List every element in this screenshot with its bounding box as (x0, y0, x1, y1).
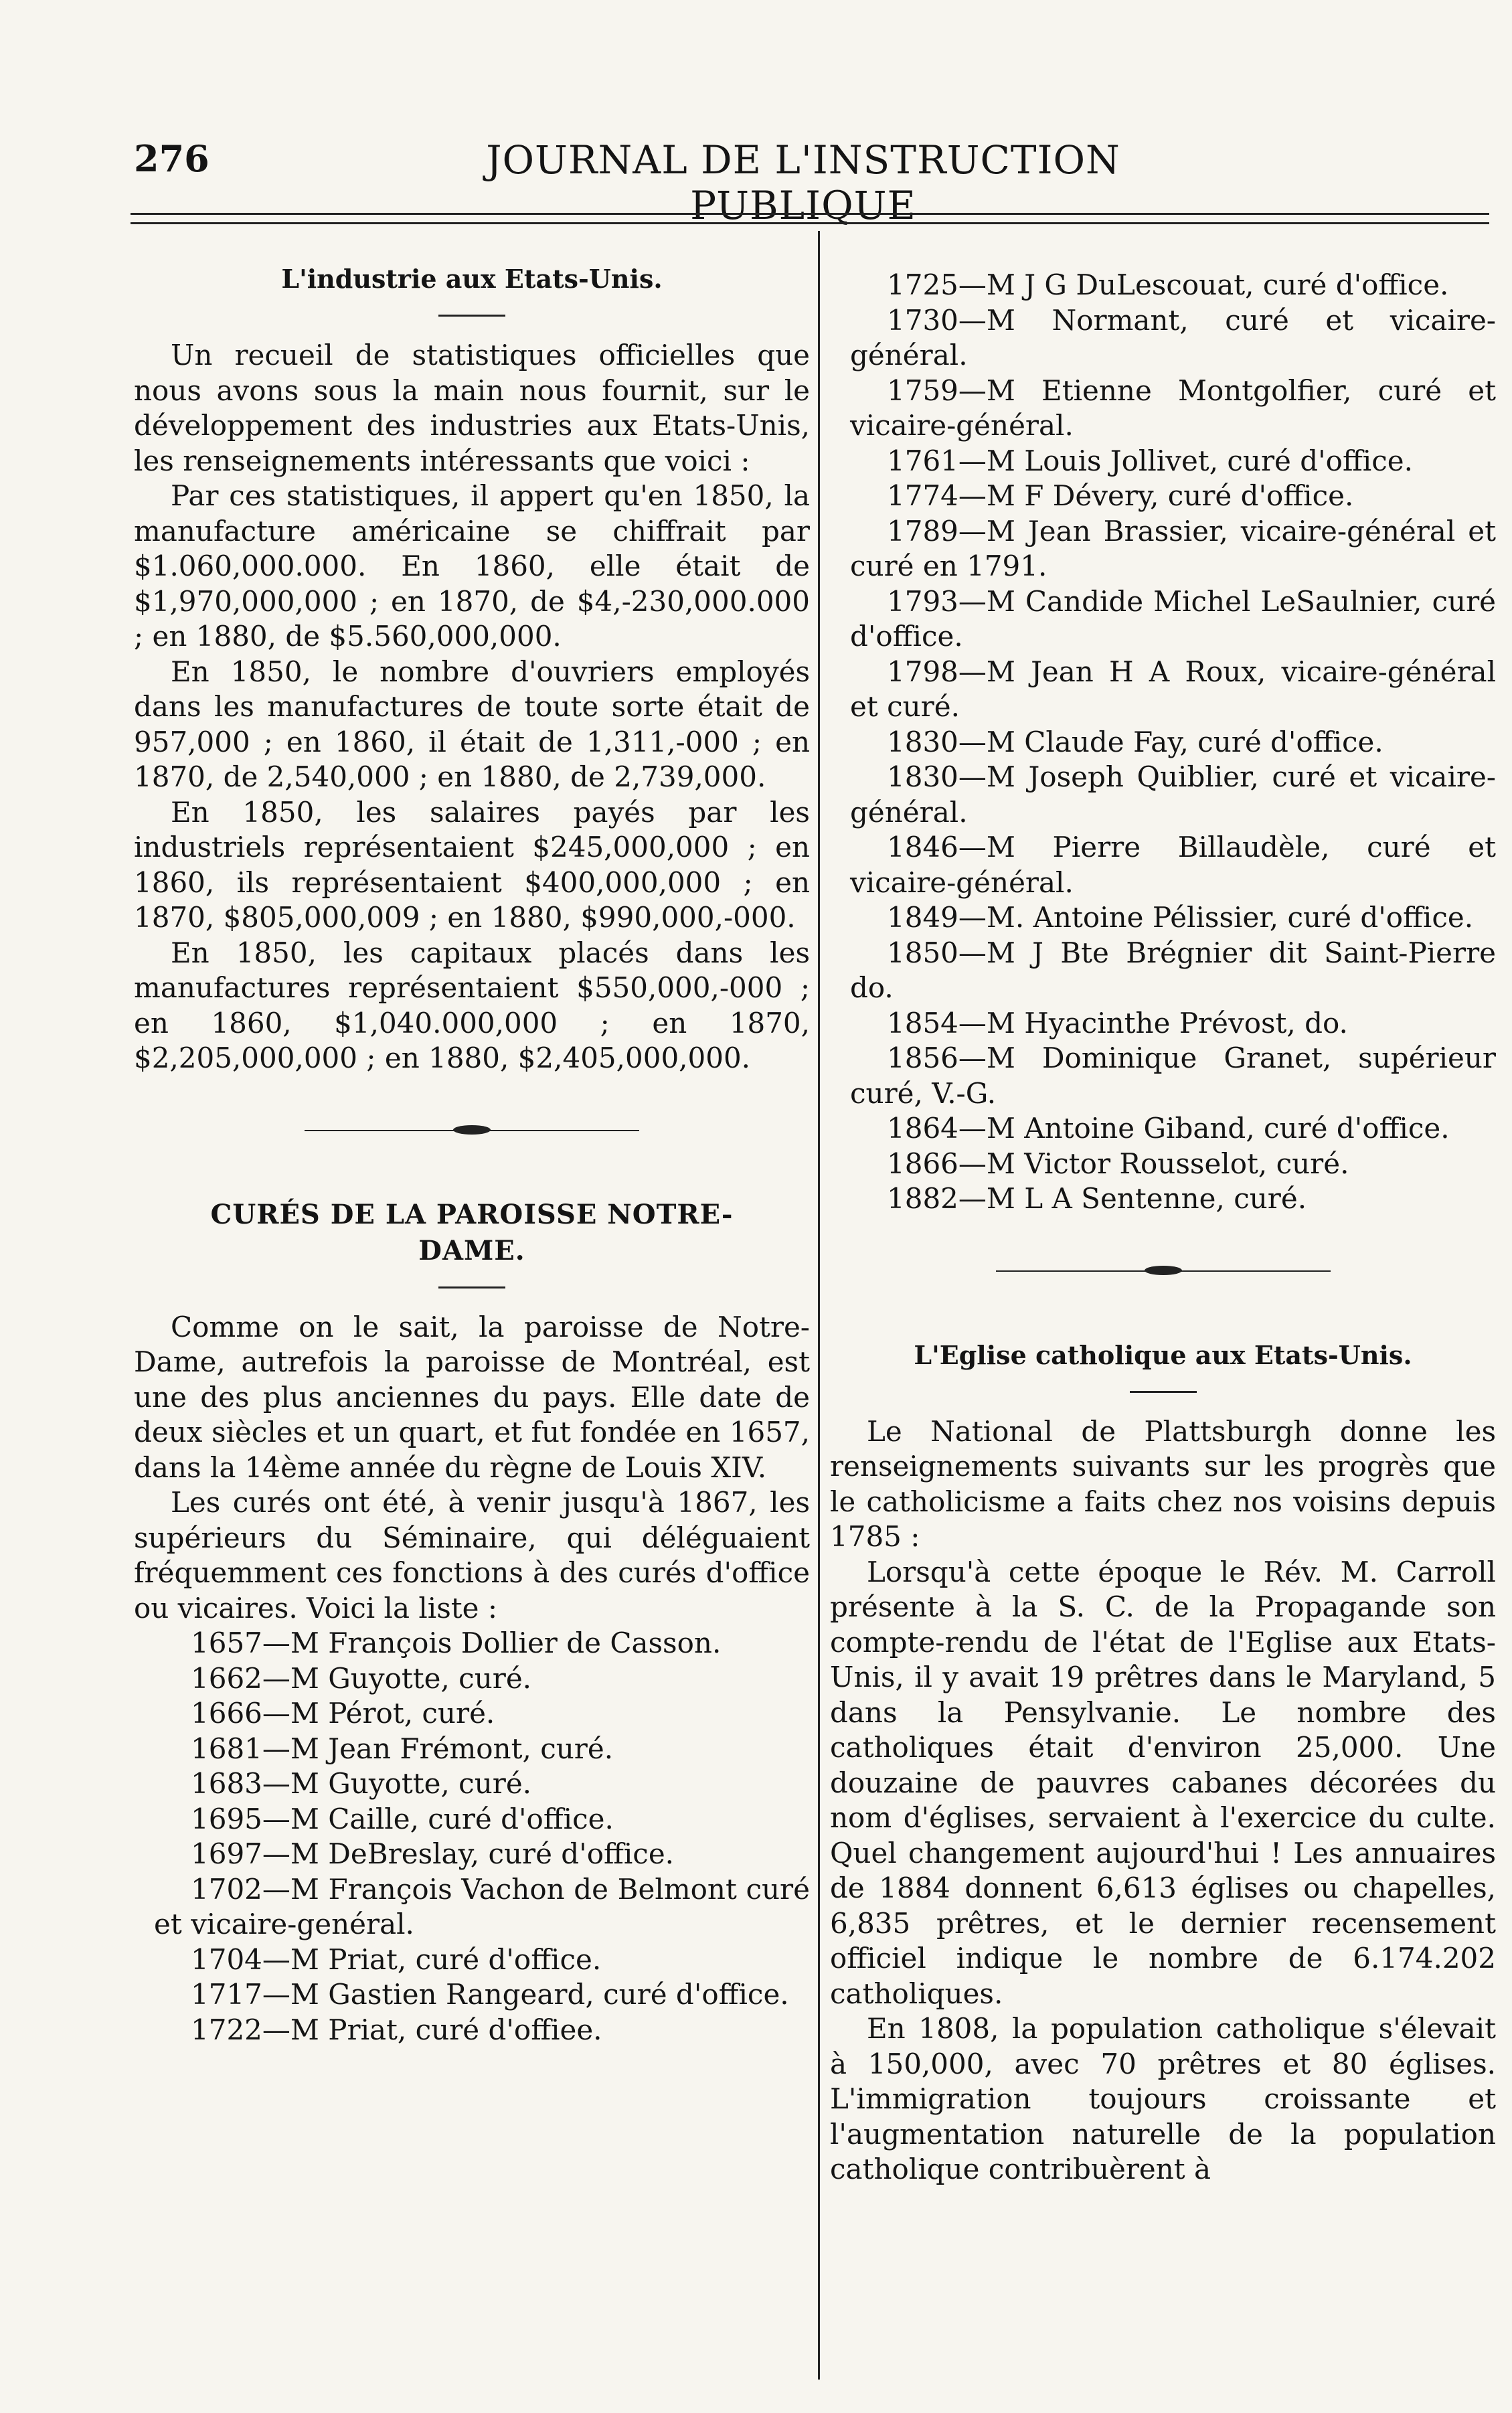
list-item: 1704—M Priat, curé d'office. (191, 1942, 602, 1976)
article-title-line: DAME. (418, 1234, 525, 1266)
list-item: 1864—M Antoine Giband, curé d'office. (887, 1112, 1450, 1145)
paragraph: En 1808, la population catholique s'élevait à 150,000, avec 70 prêtres et 80 églises. L'immigration toujours croissante et l'augmentation naturelle de la population catholique contribuèrent à (830, 2012, 1496, 2185)
paragraph: Comme on le sait, la paroisse de Notre-Dame, autrefois la paroisse de Montréal, est une des plus anciennes du pays. Elle date de deux siècles et un quart, et fut fondée en 1657, dans la 14ème année du règne de Louis XIV. (134, 1310, 810, 1484)
title-rule (438, 1286, 505, 1288)
list-item: 1798—M Jean H A Roux, vicaire-général et curé. (850, 655, 1496, 723)
list-item: 1695—M Caille, curé d'office. (191, 1802, 614, 1835)
cure-list (134, 1626, 810, 2048)
paragraph: Par ces statistiques, il appert qu'en 1850, la manufacture américaine se chiffrait par $1.060,000.000. En 1860, elle était de $1,970,000,000 ; en 1870, de $4,-230,000.000 ; en 1880, de $5.560,000,000. (134, 479, 810, 653)
paragraph: Le National de Plattsburgh donne les renseignements suivants sur les progrès que le catholicisme a faits chez nos voisins depuis 1785 : (830, 1414, 1496, 1553)
list-item: 1882—M L A Sentenne, curé. (887, 1182, 1307, 1215)
list-item: 1830—M Claude Fay, curé d'office. (887, 725, 1383, 758)
list-item: 1793—M Candide Michel LeSaulnier, curé d'office. (850, 584, 1496, 653)
page-number: 276 (134, 137, 209, 180)
list-item: 1854—M Hyacinthe Prévost, do. (887, 1006, 1348, 1039)
section-ornament (134, 1116, 810, 1143)
title-rule (438, 315, 505, 317)
list-item: 1761—M Louis Jollivet, curé d'office. (887, 444, 1413, 477)
list-item: 1717—M Gastien Rangeard, curé d'office. (191, 1978, 789, 2011)
list-item: 1662—M Guyotte, curé. (191, 1661, 532, 1695)
column-divider (818, 231, 820, 2380)
list-item: 1681—M Jean Frémont, curé. (191, 1732, 614, 1765)
paragraph: Un recueil de statistiques officielles que nous avons sous la main nous fournit, sur le développement des industries aux Etats-Unis, les renseignements intéressants que voici : (134, 339, 810, 477)
list-item: 1725—M J G DuLescouat, curé d'office. (887, 268, 1449, 301)
list-item: 1849—M. Antoine Pélissier, curé d'office. (887, 901, 1474, 934)
list-item: 1850—M J Bte Brégnier dit Saint-Pierre do. (850, 936, 1496, 1004)
page-header (134, 137, 1486, 228)
left-column (134, 241, 810, 2383)
list-item: 1774—M F Dévery, curé d'office. (887, 479, 1354, 512)
paragraph: Lorsqu'à cette époque le Rév. M. Carroll présente à la S. C. de la Propagande son compte-rendu de l'état de l'Eglise aux Etats-Unis, il y avait 19 prêtres dans le Maryland, 5 dans la Pensylvanie. Le nombre des catholiques était d'environ 25,000. Une douzaine de pauvres cabanes décorées du nom d'églises, servaient à l'exercice du culte. Quel changement aujourd'hui ! Les annuaires de 1884 donnent 6,613 églises ou chapelles, 6,835 prêtres, et le dernier recensement officiel indique le nombre de 6.174.202 catholiques. (830, 1555, 1496, 2010)
paragraph: En 1850, les salaires payés par les industriels représentaient $245,000,000 ; en 1860, ils représentaient $400,000,000 ; en 1870, $805,000,009 ; en 1880, $990,000,-000. (134, 795, 810, 934)
header-rule (131, 222, 1489, 224)
cure-list-continued (830, 268, 1496, 1217)
right-column (830, 241, 1496, 2383)
article-title: L'industrie aux Etats-Unis. (281, 264, 663, 294)
list-item: 1702—M François Vachon de Belmont curé et vicaire-genéral. (154, 1872, 810, 1940)
paragraph: En 1850, le nombre d'ouvriers employés dans les manufactures de toute sorte était de 957,000 ; en 1860, il était de 1,311,-000 ; en 1870, de 2,540,000 ; en 1880, de 2,739,000. (134, 655, 810, 793)
list-item: 1789—M Jean Brassier, vicaire-général et curé en 1791. (850, 514, 1496, 582)
list-item: 1683—M Guyotte, curé. (191, 1767, 532, 1800)
list-item: 1730—M Normant, curé et vicaire-général. (850, 303, 1496, 371)
section-ornament (830, 1257, 1496, 1284)
paragraph: En 1850, les capitaux placés dans les manufactures représentaient $550,000,-000 ; en 1860, $1,040.000,000 ; en 1870, $2,205,000,000 ; en 1880, $2,405,000,000. (134, 936, 810, 1074)
header-rule (131, 213, 1489, 215)
paragraph: Les curés ont été, à venir jusqu'à 1867, les supérieurs du Séminaire, qui déléguaient fréquemment ces fonctions à des curés d'office ou vicaires. Voici la liste : (134, 1486, 810, 1625)
list-item: 1697—M DeBreslay, curé d'office. (191, 1837, 675, 1870)
article-title: L'Eglise catholique aux Etats-Unis. (914, 1339, 1412, 1370)
list-item: 1759—M Etienne Montgolfier, curé et vicaire-général. (850, 373, 1496, 442)
title-rule (1130, 1391, 1197, 1393)
list-item: 1866—M Victor Rousselot, curé. (887, 1147, 1349, 1180)
article-title (134, 1197, 810, 1269)
list-item: 1722—M Priat, curé d'offiee. (191, 2013, 602, 2046)
list-item: 1657—M François Dollier de Casson. (191, 1627, 722, 1659)
list-item: 1846—M Pierre Billaudèle, curé et vicaire-général. (850, 831, 1496, 899)
list-item: 1856—M Dominique Granet, supérieur curé, V.-G. (850, 1042, 1496, 1110)
running-title: JOURNAL DE L'INSTRUCTION PUBLIQUE (486, 137, 1120, 228)
article-title-line: CURÉS DE LA PAROISSE NOTRE- (210, 1198, 734, 1230)
list-item: 1666—M Pérot, curé. (191, 1697, 495, 1730)
list-item: 1830—M Joseph Quiblier, curé et vicaire-général. (850, 760, 1496, 829)
